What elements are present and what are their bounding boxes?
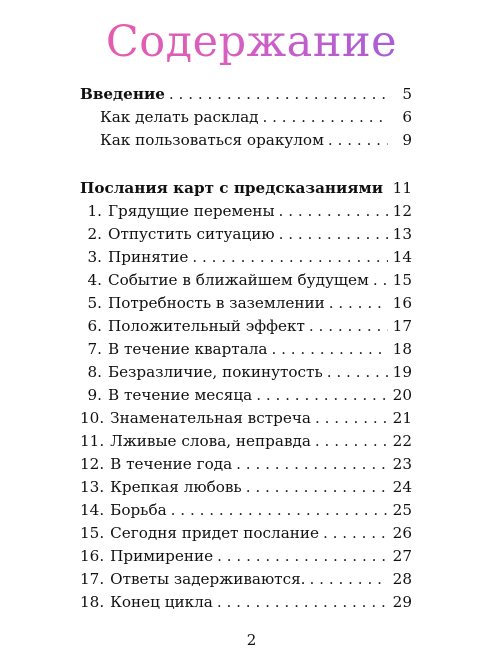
- toc-entry-page: 17: [392, 317, 412, 335]
- toc-entry-card[interactable]: [80, 223, 412, 246]
- toc-entry-page: 28: [392, 570, 412, 588]
- toc-entry-number: 16.: [80, 547, 105, 565]
- toc-entry-number: 10.: [80, 409, 105, 427]
- leader-dots: [169, 83, 388, 106]
- leader-dots: [217, 591, 388, 614]
- toc-entry-page: 15: [392, 271, 412, 289]
- toc-entry-label: Примирение: [110, 547, 214, 565]
- leader-dots: [263, 106, 389, 129]
- toc-entry-card[interactable]: [80, 361, 412, 384]
- toc-entry-label: Положительный эффект: [108, 317, 305, 335]
- toc-entry-label: Как пользоваться оракулом: [100, 131, 324, 149]
- toc-entry-card[interactable]: [80, 499, 412, 522]
- toc-entry-page: 27: [392, 547, 412, 565]
- toc-entry-number: 2.: [87, 225, 102, 243]
- toc-entry-card[interactable]: [80, 430, 412, 453]
- toc-entry-label: В течение квартала: [108, 340, 268, 358]
- page-title: Содержание: [0, 14, 503, 70]
- leader-dots: [315, 407, 388, 430]
- toc-entry-card[interactable]: [80, 384, 412, 407]
- toc-entry-label: Лживые слова, неправда: [110, 432, 311, 450]
- toc-entry-number: 1.: [87, 202, 102, 220]
- leader-dots: [315, 430, 388, 453]
- toc-entry-number: 13.: [80, 478, 105, 496]
- toc-entry-card[interactable]: [80, 453, 412, 476]
- toc-entry-page: 20: [392, 386, 412, 404]
- toc-entry-number: 18.: [80, 593, 105, 611]
- leader-dots: [323, 522, 388, 545]
- toc-entry-card[interactable]: [80, 200, 412, 223]
- toc-entry-page: 19: [392, 363, 412, 381]
- leader-dots: [328, 129, 388, 152]
- toc-entry-label: Грядущие перемены: [108, 202, 275, 220]
- toc-entry-page: 18: [392, 340, 412, 358]
- toc-entry-number: 3.: [87, 248, 102, 266]
- toc-entry-label: Послания карт с предсказаниями: [80, 179, 383, 197]
- toc-entry-number: 7.: [87, 340, 102, 358]
- toc-entry-number: 12.: [80, 455, 105, 473]
- toc-entry-page: 22: [392, 432, 412, 450]
- toc-entry-number: 14.: [80, 501, 105, 519]
- toc-entry-card[interactable]: [80, 246, 412, 269]
- toc-entry-page: 29: [392, 593, 412, 611]
- toc-entry-number: 8.: [87, 363, 102, 381]
- toc-entry-number: 6.: [87, 317, 102, 335]
- leader-dots: [387, 177, 388, 200]
- toc-entry-card[interactable]: [80, 315, 412, 338]
- toc-entry-label: Конец цикла: [110, 593, 213, 611]
- leader-dots: [309, 315, 388, 338]
- leader-dots: [271, 338, 388, 361]
- toc-entry-card[interactable]: [80, 292, 412, 315]
- leader-dots: [329, 292, 388, 315]
- toc-entry-page: 13: [392, 225, 412, 243]
- toc-entry-label: Крепкая любовь: [110, 478, 242, 496]
- toc-entry-page: 14: [392, 248, 412, 266]
- toc-entry-number: 9.: [87, 386, 102, 404]
- toc-entry-label: Сегодня придет послание: [110, 524, 319, 542]
- toc-entry-page: 16: [392, 294, 412, 312]
- toc-entry-page: 21: [392, 409, 412, 427]
- toc-entry-page: 9: [402, 131, 412, 149]
- toc-entry-label: Знаменательная встреча: [110, 409, 311, 427]
- toc-entry-number: 11.: [80, 432, 105, 450]
- toc-entry-label: В течение года: [110, 455, 233, 473]
- leader-dots: [192, 246, 388, 269]
- toc-entry-label: Безразличие, покинутость: [108, 363, 323, 381]
- toc-entry-page: 23: [392, 455, 412, 473]
- toc-entry-page: 12: [392, 202, 412, 220]
- toc-entry-page: 24: [392, 478, 412, 496]
- toc-entry-page: 25: [392, 501, 412, 519]
- toc-entry-page: 26: [392, 524, 412, 542]
- toc-entry-label: Как делать расклад: [100, 108, 259, 126]
- toc-entry-page: 5: [402, 85, 412, 103]
- toc-entry-label: В течение месяца: [108, 386, 253, 404]
- toc-entry-page: 11: [392, 179, 412, 197]
- toc-entry-card[interactable]: [80, 476, 412, 499]
- leader-dots: [246, 476, 388, 499]
- toc-entry-number: 15.: [80, 524, 105, 542]
- toc-entry-card[interactable]: [80, 568, 412, 591]
- leader-dots: [256, 384, 388, 407]
- leader-dots: [310, 568, 388, 591]
- toc-entry-introduction[interactable]: [80, 83, 412, 106]
- toc-entry-card[interactable]: [80, 338, 412, 361]
- toc-entry-number: 5.: [87, 294, 102, 312]
- toc-entry-card[interactable]: [80, 407, 412, 430]
- leader-dots: [327, 361, 388, 384]
- page-number: 2: [246, 631, 257, 649]
- leader-dots: [279, 223, 388, 246]
- toc-entry-label: Событие в ближайшем будущем: [108, 271, 369, 289]
- leader-dots: [171, 499, 388, 522]
- toc-entry-label: Принятие: [108, 248, 189, 266]
- toc-entry-card-messages[interactable]: [80, 177, 412, 200]
- leader-dots: [373, 269, 388, 292]
- toc-entry-card[interactable]: [80, 591, 412, 614]
- toc-entry-spread[interactable]: [80, 106, 412, 129]
- toc-entry-number: 4.: [87, 271, 102, 289]
- toc-entry-card[interactable]: [80, 269, 412, 292]
- toc-entry-use-oracle[interactable]: [80, 129, 412, 152]
- leader-dots: [279, 200, 388, 223]
- toc-entry-card[interactable]: [80, 545, 412, 568]
- leader-dots: [217, 545, 388, 568]
- toc-entry-label: Потребность в заземлении: [108, 294, 325, 312]
- toc-entry-label: Ответы задерживаются.: [110, 570, 306, 588]
- toc-entry-label: Отпустить ситуацию: [108, 225, 275, 243]
- toc-entry-number: 17.: [80, 570, 105, 588]
- leader-dots: [236, 453, 388, 476]
- toc-entry-card[interactable]: [80, 522, 412, 545]
- toc-entry-page: 6: [402, 108, 412, 126]
- toc-entry-label: Введение: [80, 85, 165, 103]
- toc-entry-label: Борьба: [110, 501, 167, 519]
